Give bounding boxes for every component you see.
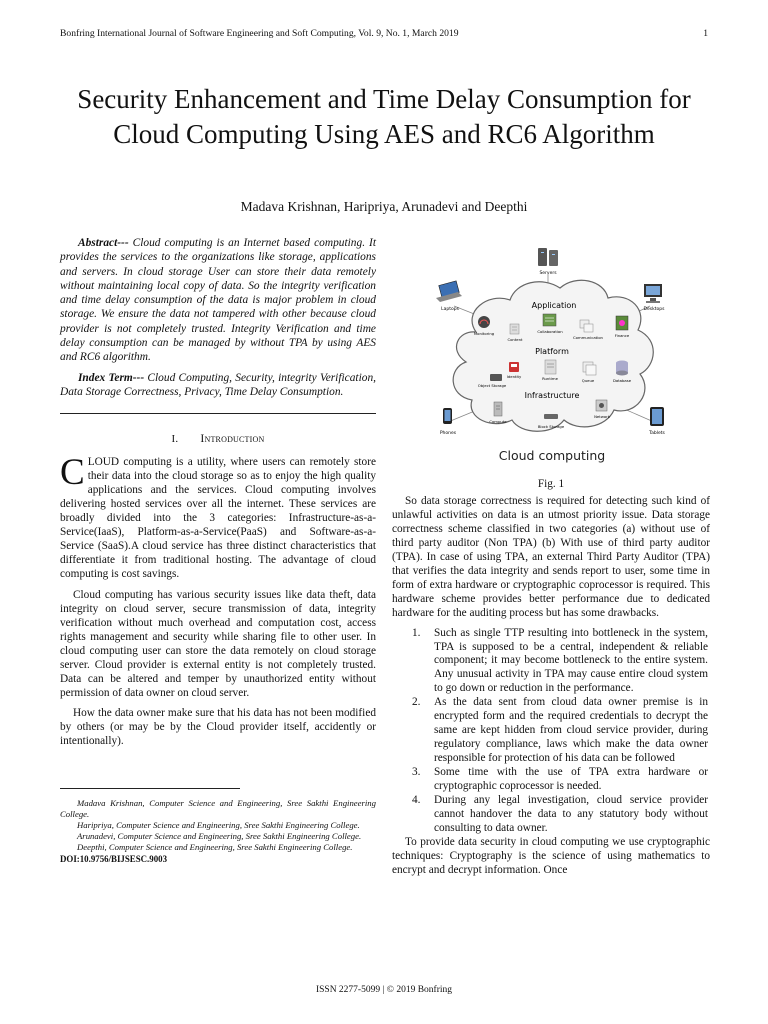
database-label: Database: [612, 378, 632, 383]
doi: DOI:10.9756/BIJSESC.9003: [60, 854, 168, 865]
right-paragraph-1: So data storage correctness is required for detecting such kind of unlawful activities on data is an utmost priority issue. Data storage correctness scheme classified in two categories (a) without use of third party auditor (Non TPA) (b) With use of third party auditor (TPA). In case of using TPA, an external Third Party Auditor (TPA) that verifies the data integrity and sends report to user, some time in form of extra hardware or cryptographic coprocessor is required. This hardware scheme provides better performance due to dedicated hardware for the auditing process but has some drawbacks.: [392, 495, 710, 619]
collaboration-icon: [543, 314, 556, 326]
content-label: Content: [507, 337, 523, 342]
intro-paragraph-2: Cloud computing has various security issues like data theft, data integrity on cloud server, secure transmission of data, integrity verification without much overhead and computation cost, access rights management and security while sharing file to other user. In cloud computing user can store the data remotely on cloud storage server. Cloud provider is external entity is not completely trusted. Data can be altered and temper by unauthorized entity without permission of data owner on cloud server.: [60, 588, 376, 699]
monitoring-icon: [478, 316, 490, 328]
intro-paragraph-3: How the data owner make sure that his data has not been modified by others (or may be by the Cloud provider itself, accidently or intentionally).: [60, 707, 376, 748]
section-title: Introduction: [200, 431, 265, 446]
footnote-item: Haripriya, Computer Science and Engineering, Sree Sakthi Engineering College.: [77, 820, 360, 831]
intro-paragraph-1: [60, 452, 376, 582]
index-terms-label: Index Term---: [78, 371, 145, 384]
page-number: 1: [703, 28, 708, 39]
runtime-label: Runtime: [542, 376, 558, 381]
desktop-icon: [644, 284, 662, 303]
abstract-text: Cloud computing is an Internet based computing. It provides the services to the organizations like storage, applications and servers. In cloud storage User can store their data remotely without maintaining local copy of data. So the integrity verification and time delay consumption of the data is major problem in cloud storage. We ensure the data not tampered with other because cloud provider is not completely trusted. Integrity Verification and time delay consumption can be managed by without TPA by using AES and RC6 algorithm.: [60, 237, 376, 364]
cloud-diagram: [392, 236, 710, 464]
tablet-icon: [650, 407, 664, 426]
laptops-label: Laptops: [441, 307, 459, 312]
intro-paragraph-1-text: LOUD computing is a utility, where users can remotely store their data into the cloud storage so as to enjoy the high quality applications and the services. Cloud computing involves delivering hosted services over all the internet. These services are broadly divided into the 3 categories: Infrastructure-as-a-Service(IaaS), Platform-as-a-Service(PaaS) and Software-as-a-Service (SaaS).A cloud service has three distinct characteristics that differentiate it from traditional hosting. The advantage of cloud computing is cost savings.: [60, 456, 376, 580]
index-terms-text: Cloud Computing, Security, integrity Verification, Data Storage Correctness, Privacy, Time Delay Consumption.: [60, 371, 376, 398]
list-text: Some time with the use of TPA extra hardware or cryptographic coprocessor is needed.: [434, 766, 708, 793]
object-storage-label: Object Storage: [477, 383, 507, 388]
paper-title: Security Enhancement and Time Delay Consumption for Cloud Computing Using AES and RC6 Algorithm: [77, 84, 691, 149]
list-number: 4.: [412, 794, 421, 807]
left-column: [60, 236, 376, 864]
queue-label: Queue: [581, 378, 595, 383]
compute-icon: [494, 402, 502, 416]
block-storage-icon: [544, 414, 558, 419]
finance-icon: [616, 316, 628, 330]
running-header: [60, 28, 708, 39]
list-item: [392, 766, 710, 794]
footnote-item: Deepthi, Computer Science and Engineering, Sree Sakthi Engineering College.: [77, 842, 353, 853]
list-number: 1.: [412, 626, 421, 639]
abstract-label: Abstract---: [78, 237, 129, 249]
tablets-label: Tablets: [649, 431, 665, 436]
infrastructure-layer-label: Infrastructure: [524, 391, 580, 400]
abstract: [60, 236, 376, 365]
platform-layer-label: Platform: [535, 347, 569, 356]
figure-heading: Cloud computing: [498, 448, 606, 463]
figure-caption: Fig. 1: [537, 478, 565, 490]
application-layer-label: Application: [531, 301, 577, 310]
author-list: Madava Krishnan, Haripriya, Arunadevi and Deepthi: [240, 199, 528, 214]
drawbacks-list: [392, 627, 710, 836]
drop-cap: C: [60, 452, 85, 494]
section-number: I.: [171, 433, 179, 446]
network-icon: [596, 400, 607, 411]
content-icon: [510, 324, 519, 334]
footnote-rule: [60, 788, 240, 789]
laptop-icon: [436, 281, 462, 302]
list-text: Such as single TTP resulting into bottleneck in the system, TPA is supposed to be a central, independent & reliable component; it may become bottleneck to the entire system. Any unusual activity in TPA may cause entire cloud system to go down or reduction in the performance.: [434, 626, 708, 695]
journal-name: Bonfring International Journal of Software Engineering and Soft Computing, Vol. 9, No. 1, March 2019: [60, 28, 459, 39]
monitoring-label: Monitoring: [473, 331, 495, 336]
index-terms: [60, 371, 376, 400]
identity-label: Identity: [506, 374, 522, 379]
servers-icon: [538, 248, 558, 266]
author-footnotes: [60, 798, 376, 853]
communication-label: Communication: [573, 335, 603, 340]
right-paragraph-2: To provide data security in cloud computing we use cryptographic techniques: Cryptography is the science of using mathematics to encrypt and decrypt information. Once: [392, 835, 710, 876]
compute-label: Compute: [489, 419, 507, 424]
list-item: [392, 627, 710, 697]
list-item: [392, 794, 710, 836]
identity-icon: [509, 362, 519, 372]
runtime-icon: [545, 360, 556, 374]
cloud-computing-figure: [392, 236, 710, 464]
list-text: During any legal investigation, cloud service provider cannot handover the data to any statutory body without consulting to data owner.: [434, 794, 708, 834]
desktops-label: Desktops: [643, 307, 665, 312]
list-text: As the data sent from cloud data owner premise is in encrypted form and the required credentials to decrypt the same are kept hidden from cloud service provider, during regulatory compliance, laws which make the data owner responsible for protection of his data can be followed: [434, 696, 708, 765]
footnote-item: Arunadevi, Computer Science and Engineering, Sree Sakthi Engineering College.: [77, 831, 362, 842]
block-storage-label: Block Storage: [537, 424, 565, 429]
phone-icon: [443, 408, 452, 424]
finance-label: Finance: [614, 333, 630, 338]
phones-label: Phones: [439, 431, 457, 436]
servers-label: Servers: [539, 271, 557, 276]
page-footer: ISSN 2277-5099 | © 2019 Bonfring: [315, 985, 453, 995]
object-storage-icon: [490, 374, 502, 381]
network-label: Network: [594, 414, 610, 419]
list-number: 2.: [412, 696, 421, 709]
section-heading: [60, 431, 376, 446]
list-item: [392, 696, 710, 766]
footnote-item: Madava Krishnan, Computer Science and Engineering, Sree Sakthi Engineering College.: [60, 798, 376, 820]
list-number: 3.: [412, 766, 421, 779]
right-column: [392, 236, 710, 878]
abstract-divider: [60, 413, 376, 414]
database-icon: [616, 361, 628, 376]
collaboration-label: Collaboration: [537, 329, 563, 334]
